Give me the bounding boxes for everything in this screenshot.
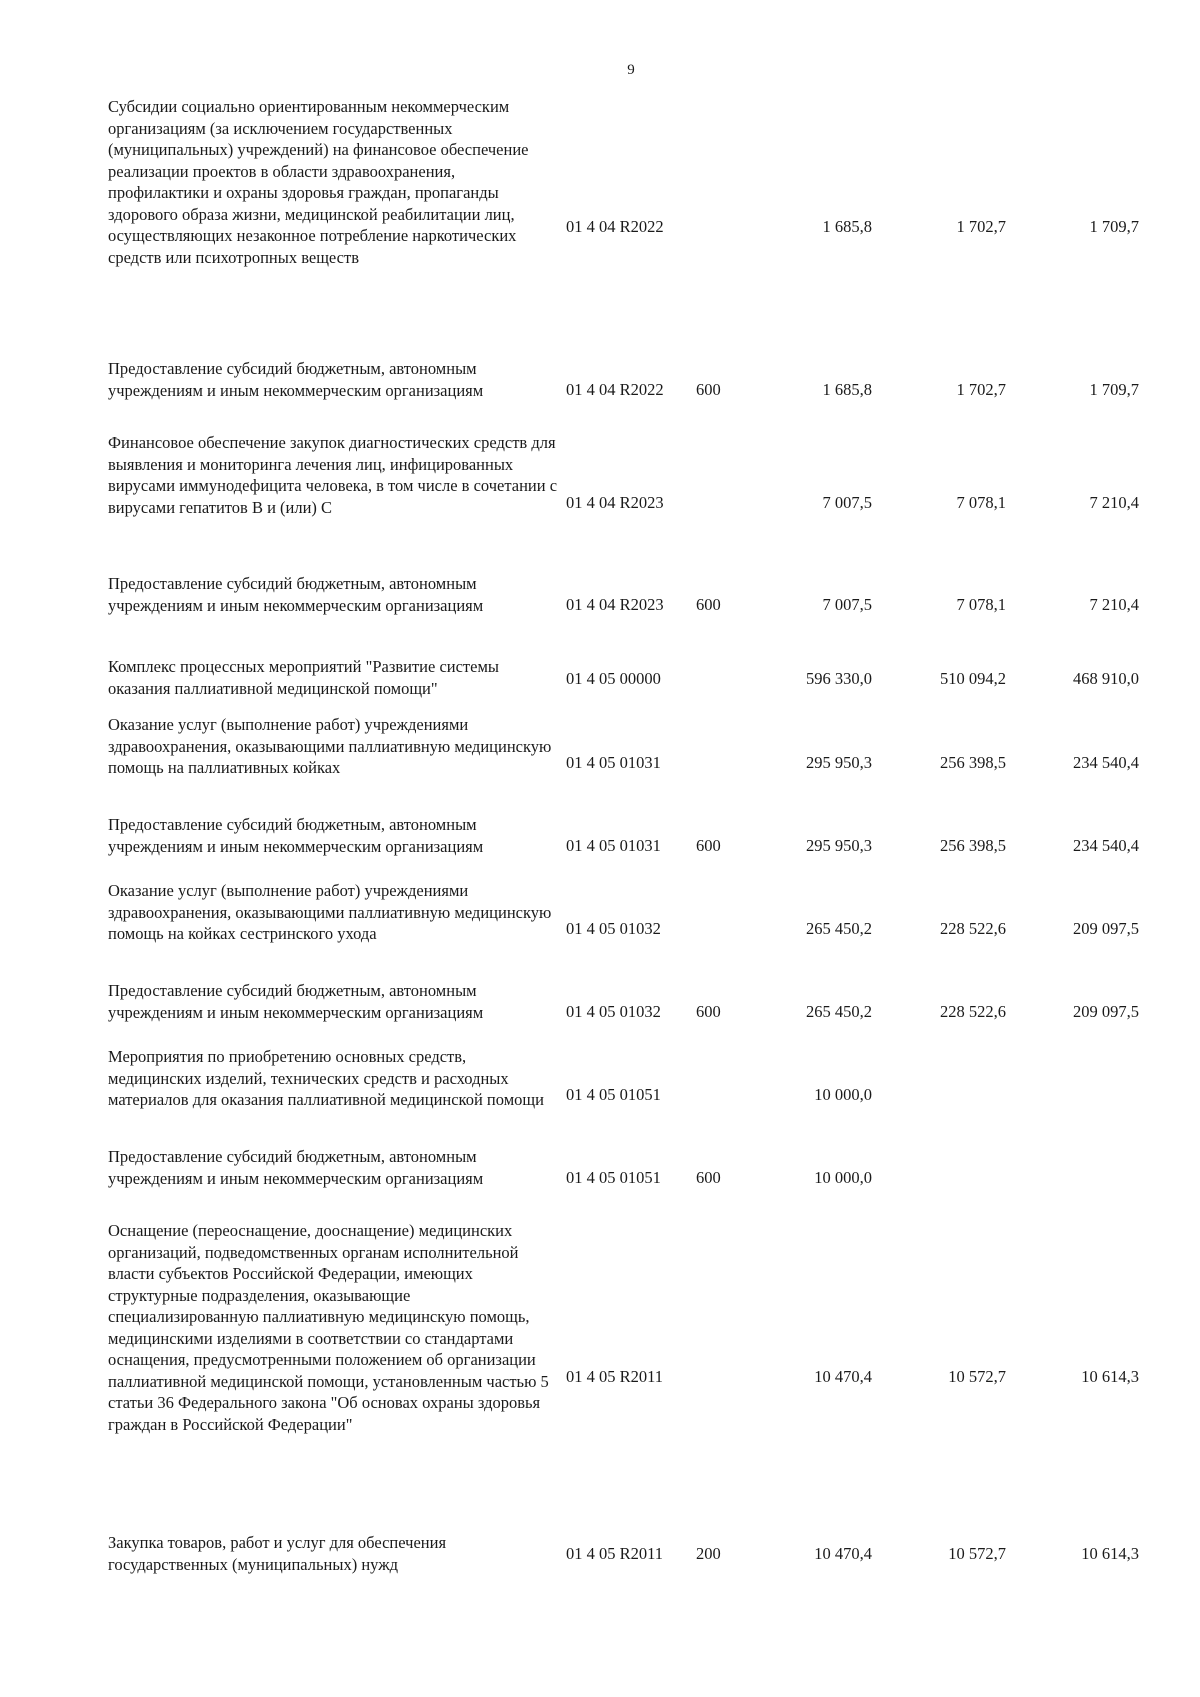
row-value-3: 10 614,3 xyxy=(1081,1544,1139,1563)
row-code: 01 4 04 R2022 xyxy=(566,217,664,236)
row-value-3: 468 910,0 xyxy=(1073,669,1139,688)
row-code: 01 4 05 00000 xyxy=(566,669,661,688)
row-value-2: 510 094,2 xyxy=(940,669,1006,688)
row-value-3: 7 210,4 xyxy=(1089,493,1139,512)
row-code: 01 4 04 R2023 xyxy=(566,595,664,614)
row-description: Субсидии социально ориентированным некоммерческим организациям (за исключением государственных (муниципальных) учреждений) на финансовое обеспечение реализации проектов в области здравоохранения, профилактики и охраны здоровья граждан, пропаганды здорового образа жизни, медицинской реабилитации лиц, осуществляющих незаконное потребление наркотических средств или психотропных веществ xyxy=(108,97,529,267)
row-value-3: 1 709,7 xyxy=(1089,217,1139,236)
row-value-1: 295 950,3 xyxy=(806,753,872,772)
row-value-3: 209 097,5 xyxy=(1073,1002,1139,1021)
row-expense-type: 600 xyxy=(696,1168,721,1187)
row-expense-type: 600 xyxy=(696,836,721,855)
row-description: Предоставление субсидий бюджетным, автономным учреждениям и иным некоммерческим организациям xyxy=(108,574,484,615)
row-description: Мероприятия по приобретению основных средств, медицинских изделий, технических средств и расходных материалов для оказания паллиативной медицинской помощи xyxy=(108,1047,544,1109)
row-description: Оснащение (переоснащение, дооснащение) медицинских организаций, подведомственных органам исполнительной власти субъектов Российской Федерации, имеющих структурные подразделения, оказывающие специализированную паллиативную медицинскую помощь, медицинскими изделиями в соответствии со стандартами оснащения, предусмотренными положением об организации паллиативной медицинской помощи, установленным частью 5 статьи 36 Федерального закона "Об основах охраны здоровья граждан в Российской Федерации" xyxy=(108,1221,549,1434)
row-description: Предоставление субсидий бюджетным, автономным учреждениям и иным некоммерческим организациям xyxy=(108,981,484,1022)
row-value-1: 10 470,4 xyxy=(814,1367,872,1386)
row-description: Предоставление субсидий бюджетным, автономным учреждениям и иным некоммерческим организациям xyxy=(108,1147,484,1188)
row-code: 01 4 04 R2023 xyxy=(566,493,664,512)
row-value-2: 256 398,5 xyxy=(940,753,1006,772)
row-description: Закупка товаров, работ и услуг для обеспечения государственных (муниципальных) нужд xyxy=(108,1533,447,1574)
row-value-2: 7 078,1 xyxy=(956,595,1006,614)
row-value-1: 7 007,5 xyxy=(822,493,872,512)
row-value-2: 10 572,7 xyxy=(948,1367,1006,1386)
row-code: 01 4 05 R2011 xyxy=(566,1544,664,1563)
row-value-1: 295 950,3 xyxy=(806,836,872,855)
row-value-1: 265 450,2 xyxy=(806,1002,872,1021)
row-value-1: 7 007,5 xyxy=(822,595,872,614)
row-description: Финансовое обеспечение закупок диагностических средств для выявления и мониторинга лечения лиц, инфицированных вирусами иммунодефицита человека, в том числе в сочетании с вирусами гепатитов B и (или) C xyxy=(108,433,558,517)
row-description: Предоставление субсидий бюджетным, автономным учреждениям и иным некоммерческим организациям xyxy=(108,359,484,400)
row-value-1: 596 330,0 xyxy=(806,669,872,688)
row-description: Оказание услуг (выполнение работ) учреждениями здравоохранения, оказывающими паллиативную медицинскую помощь на паллиативных койках xyxy=(108,715,552,777)
row-value-3: 1 709,7 xyxy=(1089,380,1139,399)
row-code: 01 4 05 01031 xyxy=(566,753,661,772)
row-value-3: 234 540,4 xyxy=(1073,836,1139,855)
row-value-1: 10 000,0 xyxy=(814,1085,872,1104)
row-code: 01 4 05 01032 xyxy=(566,919,661,938)
row-expense-type: 600 xyxy=(696,1002,721,1021)
row-value-1: 265 450,2 xyxy=(806,919,872,938)
row-description: Оказание услуг (выполнение работ) учреждениями здравоохранения, оказывающими паллиативную медицинскую помощь на койках сестринского ухода xyxy=(108,881,552,943)
row-value-2: 10 572,7 xyxy=(948,1544,1006,1563)
row-value-1: 1 685,8 xyxy=(822,380,872,399)
row-value-3: 10 614,3 xyxy=(1081,1367,1139,1386)
row-value-1: 1 685,8 xyxy=(822,217,872,236)
row-value-2: 1 702,7 xyxy=(956,217,1006,236)
row-code: 01 4 05 01032 xyxy=(566,1002,661,1021)
row-expense-type: 600 xyxy=(696,595,721,614)
row-code: 01 4 05 R2011 xyxy=(566,1367,664,1386)
row-code: 01 4 05 01051 xyxy=(566,1085,661,1104)
row-description: Предоставление субсидий бюджетным, автономным учреждениям и иным некоммерческим организациям xyxy=(108,815,484,856)
row-value-2: 256 398,5 xyxy=(940,836,1006,855)
row-value-3: 209 097,5 xyxy=(1073,919,1139,938)
row-value-3: 7 210,4 xyxy=(1089,595,1139,614)
row-code: 01 4 04 R2022 xyxy=(566,380,664,399)
row-value-2: 228 522,6 xyxy=(940,919,1006,938)
row-value-3: 234 540,4 xyxy=(1073,753,1139,772)
row-value-1: 10 000,0 xyxy=(814,1168,872,1187)
row-value-2: 1 702,7 xyxy=(956,380,1006,399)
row-description: Комплекс процессных мероприятий "Развитие системы оказания паллиативной медицинской помощи" xyxy=(108,657,499,698)
row-code: 01 4 05 01051 xyxy=(566,1168,661,1187)
row-value-1: 10 470,4 xyxy=(814,1544,872,1563)
row-value-2: 228 522,6 xyxy=(940,1002,1006,1021)
row-value-2: 7 078,1 xyxy=(956,493,1006,512)
row-expense-type: 600 xyxy=(696,380,721,399)
page-number: 9 xyxy=(627,62,635,78)
row-expense-type: 200 xyxy=(696,1544,721,1563)
row-code: 01 4 05 01031 xyxy=(566,836,661,855)
